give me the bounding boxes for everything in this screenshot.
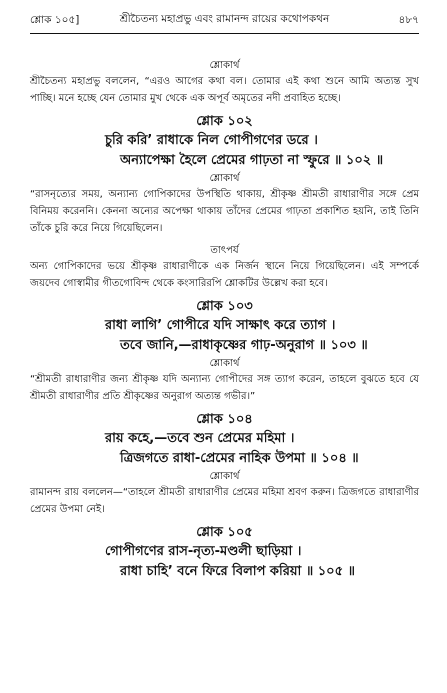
- section-title-translation: শ্লোকার্থ: [209, 471, 240, 482]
- header-verse-ref: শ্লোক ১০৫]: [30, 13, 80, 26]
- verse-number: শ্লোক ১০৫: [196, 525, 253, 540]
- verse-line: গোপীগণের রাস-নৃত্য-মণ্ডলী ছাড়িয়া ।: [105, 544, 302, 559]
- translation-paragraph: “শ্রীমতী রাধারাণীর জন্য শ্রীকৃষ্ণ যদি অন্যান্য গোপীদের সঙ্গ ত্যাগ করেন, তাহলে বুঝতে হবে যে শ্রীমতী রাধারাণীর প্রতি শ্রীকৃষ্ণের অনুরাগ অত্যন্ত গভীর।”: [30, 374, 419, 402]
- verse-number: শ্লোক ১০৪: [196, 412, 253, 427]
- verse-line: ত্রিজগতে রাধা-প্রেমের নাহিক উপমা ॥ ১০৪ ॥: [120, 451, 359, 466]
- purport-paragraph: অন্য গোপিকাদের ভয়ে শ্রীকৃষ্ণ রাধারাণীকে এক নির্জন স্থানে নিয়ে গিয়েছিলেন। এই সম্পর্কে জয়দেব গোস্বামীর গীতগোবিন্দ থেকে কংসারিরপি শ্লোকটির উল্লেখ করা হবে।: [30, 261, 419, 289]
- section-title-translation: শ্লোকার্থ: [209, 173, 240, 184]
- translation-paragraph: শ্রীচৈতন্য মহাপ্রভু বললেন, “এরও আগের কথা বল। তোমার এই কথা শুনে আমি অত্যন্ত সুখ পাচ্ছি। মনে হচ্ছে যেন তোমার মুখ থেকে এক অপূর্ব অমৃতের নদী প্রবাহিত হচ্ছে।: [30, 76, 419, 104]
- running-header: [30, 12, 419, 30]
- page-number: ৪৮৭: [398, 13, 419, 26]
- verse-line: চুরি করি’ রাধাকে নিল গোপীগণের ডরে ।: [105, 133, 318, 148]
- verse-line: অন্যাপেক্ষা হৈলে প্রেমের গাঢ়তা না স্ফুরে ॥ ১০২ ॥: [120, 153, 384, 168]
- page-body: [30, 58, 419, 582]
- translation-paragraph: রামানন্দ রায় বললেন—“তাহলে শ্রীমতী রাধারাণীর প্রেমের মহিমা শ্রবণ করুন। ত্রিজগতে রাধারাণীর প্রেমের উপমা নেই।: [30, 487, 419, 515]
- section-title-translation: শ্লোকার্থ: [209, 60, 240, 71]
- header-rule: [30, 33, 419, 34]
- translation-paragraph: “রাসনৃত্যের সময়, অন্যান্য গোপিকাদের উপস্থিতি থাকায়, শ্রীকৃষ্ণ শ্রীমতী রাধারাণীর সঙ্গে প্রেম বিনিময় করেননি। কেননা অন্যের অপেক্ষা থাকায় তাঁদের প্রেমের গাঢ়তা প্রকাশিত হয়নি, তাই তিনি তাঁকে চুরি করে নিয়ে গিয়েছিলেন।: [30, 189, 419, 234]
- verse-line: তবে জানি,—রাধাকৃষ্ণের গাঢ়-অনুরাগ ॥ ১০৩ ॥: [120, 338, 368, 353]
- verse-line: রাধা চাহি’ বনে ফিরে বিলাপ করিয়া ॥ ১০৫ ॥: [120, 564, 355, 579]
- verse-number: শ্লোক ১০২: [196, 114, 253, 129]
- verse-line: রাধা লাগি’ গোপীরে যদি সাক্ষাৎ করে ত্যাগ ।: [105, 318, 336, 333]
- section-title-translation: শ্লোকার্থ: [209, 358, 240, 369]
- header-title: শ্রীচৈতন্য মহাপ্রভু এবং রামানন্দ রায়ের কথোপকথন: [119, 13, 330, 25]
- verse-line: রায় কহে,—তবে শুন প্রেমের মহিমা ।: [105, 431, 295, 446]
- verse-number: শ্লোক ১০৩: [196, 299, 253, 314]
- section-title-purport: তাৎপর্য: [210, 245, 239, 256]
